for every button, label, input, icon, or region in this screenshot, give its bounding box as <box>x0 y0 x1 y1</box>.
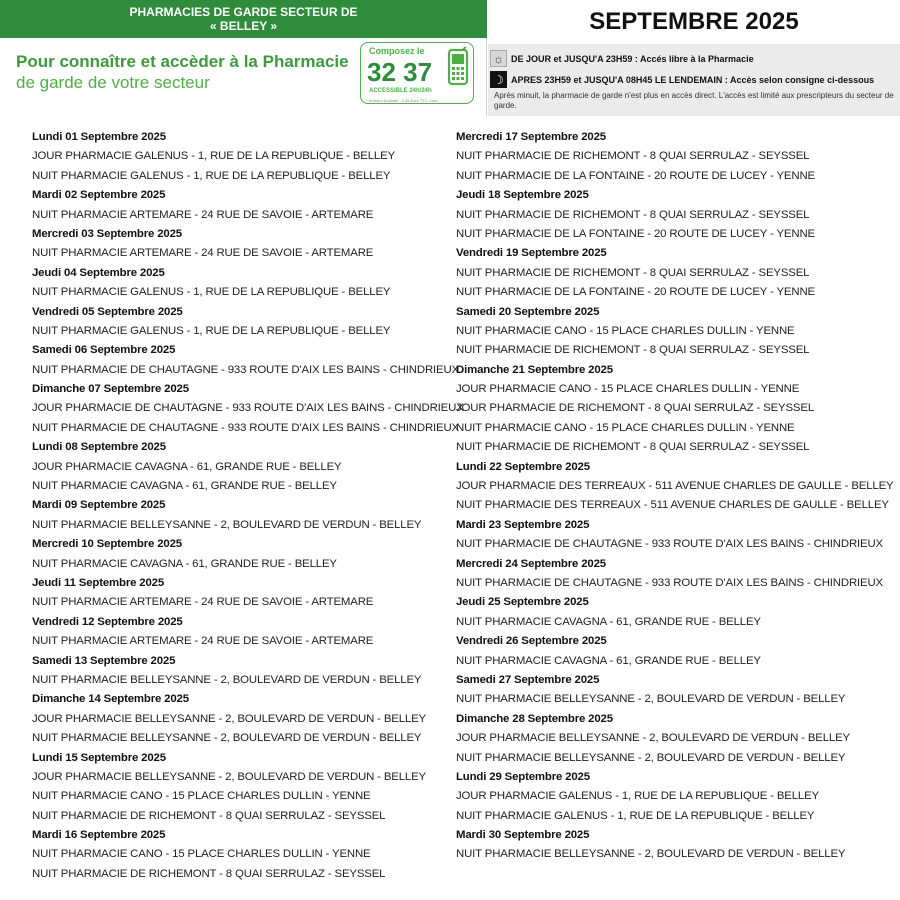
mobile-phone-icon <box>445 47 471 87</box>
pharmacy-entry: NUIT PHARMACIE GALENUS - 1, RUE DE LA REPUBLIQUE - BELLEY <box>32 169 391 182</box>
legend-note: Après minuit, la pharmacie de garde n'est plus en accès direct. L'accès est limité aux prescripteurs du secteur de garde. <box>494 91 894 110</box>
day-heading: Lundi 01 Septembre 2025 <box>32 131 166 143</box>
pharmacy-entry: NUIT PHARMACIE BELLEYSANNE - 2, BOULEVARD DE VERDUN - BELLEY <box>32 673 422 686</box>
phone-number-box <box>360 42 474 104</box>
day-heading: Dimanche 07 Septembre 2025 <box>32 383 189 396</box>
day-heading: Lundi 29 Septembre 2025 <box>456 770 590 783</box>
legend-night-text: APRES 23H59 et JUSQU'A 08H45 LE LENDEMAIN : Accès selon consigne ci-dessous <box>511 74 875 85</box>
month-title: SEPTEMBRE 2025 <box>488 0 900 44</box>
pharmacy-entry: NUIT PHARMACIE DE RICHEMONT - 8 QUAI SERRULAZ - SEYSSEL <box>456 266 810 279</box>
day-heading: Jeudi 04 Septembre 2025 <box>32 266 165 279</box>
pharmacy-entry: NUIT PHARMACIE DE RICHEMONT - 8 QUAI SERRULAZ - SEYSSEL <box>32 867 386 880</box>
pharmacy-entry: JOUR PHARMACIE CANO - 15 PLACE CHARLES DULLIN - YENNE <box>456 383 800 396</box>
pharmacy-entry: JOUR PHARMACIE DE CHAUTAGNE - 933 ROUTE D'AIX LES BAINS - CHINDRIEUX <box>32 402 464 415</box>
pharmacy-entry: JOUR PHARMACIE DES TERREAUX - 511 AVENUE CHARLES DE GAULLE - BELLEY <box>456 480 894 493</box>
pharmacy-entry: NUIT PHARMACIE CAVAGNA - 61, GRANDE RUE - BELLEY <box>32 557 337 570</box>
day-heading: Jeudi 11 Septembre 2025 <box>32 576 165 589</box>
day-heading: Dimanche 28 Septembre 2025 <box>456 712 613 725</box>
pharmacy-entry: NUIT PHARMACIE DE RICHEMONT - 8 QUAI SERRULAZ - SEYSSEL <box>456 344 810 357</box>
pharmacy-entry: NUIT PHARMACIE BELLEYSANNE - 2, BOULEVARD DE VERDUN - BELLEY <box>32 518 422 531</box>
pharmacy-entry: JOUR PHARMACIE BELLEYSANNE - 2, BOULEVARD DE VERDUN - BELLEY <box>32 770 426 783</box>
pharmacy-entry: NUIT PHARMACIE GALENUS - 1, RUE DE LA REPUBLIQUE - BELLEY <box>32 324 391 337</box>
day-heading: Vendredi 26 Septembre 2025 <box>456 635 607 648</box>
day-heading: Lundi 15 Septembre 2025 <box>32 751 166 764</box>
day-heading: Dimanche 14 Septembre 2025 <box>32 693 189 706</box>
pharmacy-entry: NUIT PHARMACIE BELLEYSANNE - 2, BOULEVARD DE VERDUN - BELLEY <box>456 848 846 861</box>
day-heading: Samedi 06 Septembre 2025 <box>32 344 176 357</box>
pharmacy-entry: NUIT PHARMACIE DE LA FONTAINE - 20 ROUTE DE LUCEY - YENNE <box>456 169 815 182</box>
pharmacy-entry: NUIT PHARMACIE DES TERREAUX - 511 AVENUE CHARLES DE GAULLE - BELLEY <box>456 499 889 512</box>
day-heading: Vendredi 12 Septembre 2025 <box>32 615 183 628</box>
schedule-column-right <box>456 128 896 865</box>
day-heading: Mercredi 24 Septembre 2025 <box>456 557 606 570</box>
day-heading: Samedi 20 Septembre 2025 <box>456 305 600 318</box>
pharmacy-entry: NUIT PHARMACIE ARTEMARE - 24 RUE DE SAVOIE - ARTEMARE <box>32 247 374 260</box>
day-heading: Vendredi 19 Septembre 2025 <box>456 247 607 260</box>
pharmacy-entry: NUIT PHARMACIE CANO - 15 PLACE CHARLES DULLIN - YENNE <box>456 421 795 434</box>
day-heading: Vendredi 05 Septembre 2025 <box>32 305 183 318</box>
pharmacy-entry: NUIT PHARMACIE GALENUS - 1, RUE DE LA REPUBLIQUE - BELLEY <box>32 286 391 299</box>
pharmacy-entry: NUIT PHARMACIE DE CHAUTAGNE - 933 ROUTE D'AIX LES BAINS - CHINDRIEUX <box>32 363 460 376</box>
pharmacy-entry: NUIT PHARMACIE BELLEYSANNE - 2, BOULEVARD DE VERDUN - BELLEY <box>456 751 846 764</box>
pharmacy-entry: NUIT PHARMACIE CANO - 15 PLACE CHARLES DULLIN - YENNE <box>32 790 371 803</box>
pharmacy-entry: NUIT PHARMACIE BELLEYSANNE - 2, BOULEVARD DE VERDUN - BELLEY <box>32 732 422 745</box>
legend-panel <box>488 44 900 116</box>
pharmacy-entry: NUIT PHARMACIE GALENUS - 1, RUE DE LA REPUBLIQUE - BELLEY <box>456 809 815 822</box>
day-heading: Lundi 08 Septembre 2025 <box>32 441 166 454</box>
phone-compose-label: Composez le <box>369 46 425 56</box>
info-panel <box>0 38 487 116</box>
day-heading: Dimanche 21 Septembre 2025 <box>456 363 613 376</box>
day-heading: Mardi 23 Septembre 2025 <box>456 518 590 531</box>
moon-icon: ☽ <box>490 71 507 88</box>
pharmacy-entry: NUIT PHARMACIE DE LA FONTAINE - 20 ROUTE DE LUCEY - YENNE <box>456 227 815 240</box>
phone-number: 32 37 <box>367 57 433 87</box>
pharmacy-entry: NUIT PHARMACIE DE RICHEMONT - 8 QUAI SERRULAZ - SEYSSEL <box>456 208 810 221</box>
pharmacy-entry: JOUR PHARMACIE DE RICHEMONT - 8 QUAI SERRULAZ - SEYSSEL <box>456 402 815 415</box>
legend-day-row <box>490 50 754 67</box>
sector-banner <box>0 0 487 38</box>
info-heading: Pour connaître et accèder à la Pharmacie <box>16 52 349 71</box>
schedule-column-left <box>32 128 464 884</box>
day-heading: Jeudi 25 Septembre 2025 <box>456 596 589 609</box>
pharmacy-entry: NUIT PHARMACIE CANO - 15 PLACE CHARLES DULLIN - YENNE <box>32 848 371 861</box>
pharmacy-entry: NUIT PHARMACIE DE CHAUTAGNE - 933 ROUTE D'AIX LES BAINS - CHINDRIEUX <box>456 538 884 551</box>
pharmacy-entry: NUIT PHARMACIE CAVAGNA - 61, GRANDE RUE - BELLEY <box>456 654 761 667</box>
day-heading: Mercredi 10 Septembre 2025 <box>32 538 182 551</box>
pharmacy-entry: NUIT PHARMACIE BELLEYSANNE - 2, BOULEVARD DE VERDUN - BELLEY <box>456 693 846 706</box>
day-heading: Mardi 02 Septembre 2025 <box>32 189 166 202</box>
pharmacy-entry: JOUR PHARMACIE BELLEYSANNE - 2, BOULEVARD DE VERDUN - BELLEY <box>32 712 426 725</box>
pharmacy-entry: NUIT PHARMACIE DE CHAUTAGNE - 933 ROUTE D'AIX LES BAINS - CHINDRIEUX <box>32 421 460 434</box>
day-heading: Lundi 22 Septembre 2025 <box>456 460 590 473</box>
legend-night-row <box>490 71 874 88</box>
sun-icon: ☼ <box>490 50 507 67</box>
pharmacy-entry: NUIT PHARMACIE DE RICHEMONT - 8 QUAI SERRULAZ - SEYSSEL <box>456 441 810 454</box>
day-heading: Mardi 30 Septembre 2025 <box>456 829 590 842</box>
phone-footnote: * Numéro Audiotel : 0,35 Euro TTC / min <box>366 98 438 103</box>
info-subheading: de garde de votre secteur <box>16 73 210 92</box>
pharmacy-entry: NUIT PHARMACIE DE LA FONTAINE - 20 ROUTE DE LUCEY - YENNE <box>456 286 815 299</box>
day-heading: Mercredi 03 Septembre 2025 <box>32 227 182 240</box>
day-heading: Mardi 16 Septembre 2025 <box>32 829 166 842</box>
day-heading: Mercredi 17 Septembre 2025 <box>456 131 606 143</box>
pharmacy-entry: JOUR PHARMACIE GALENUS - 1, RUE DE LA REPUBLIQUE - BELLEY <box>32 150 396 163</box>
legend-day-text: DE JOUR et JUSQU'A 23H59 : Accés libre à la Pharmacie <box>511 53 754 64</box>
pharmacy-entry: NUIT PHARMACIE ARTEMARE - 24 RUE DE SAVOIE - ARTEMARE <box>32 208 374 221</box>
pharmacy-entry: NUIT PHARMACIE CAVAGNA - 61, GRANDE RUE - BELLEY <box>32 480 337 493</box>
pharmacy-entry: NUIT PHARMACIE ARTEMARE - 24 RUE DE SAVOIE - ARTEMARE <box>32 635 374 648</box>
pharmacy-entry: NUIT PHARMACIE DE RICHEMONT - 8 QUAI SERRULAZ - SEYSSEL <box>32 809 386 822</box>
header <box>0 0 900 116</box>
pharmacy-entry: NUIT PHARMACIE ARTEMARE - 24 RUE DE SAVOIE - ARTEMARE <box>32 596 374 609</box>
day-heading: Samedi 27 Septembre 2025 <box>456 673 600 686</box>
pharmacy-entry: JOUR PHARMACIE BELLEYSANNE - 2, BOULEVARD DE VERDUN - BELLEY <box>456 732 850 745</box>
pharmacy-entry: NUIT PHARMACIE CANO - 15 PLACE CHARLES DULLIN - YENNE <box>456 324 795 337</box>
pharmacy-entry: NUIT PHARMACIE CAVAGNA - 61, GRANDE RUE - BELLEY <box>456 615 761 628</box>
phone-availability: ACCESSIBLE 24h/24h <box>369 88 432 94</box>
pharmacy-entry: NUIT PHARMACIE DE RICHEMONT - 8 QUAI SERRULAZ - SEYSSEL <box>456 150 810 163</box>
day-heading: Jeudi 18 Septembre 2025 <box>456 189 589 202</box>
pharmacy-entry: JOUR PHARMACIE CAVAGNA - 61, GRANDE RUE - BELLEY <box>32 460 342 473</box>
day-heading: Samedi 13 Septembre 2025 <box>32 654 176 667</box>
pharmacy-entry: NUIT PHARMACIE DE CHAUTAGNE - 933 ROUTE D'AIX LES BAINS - CHINDRIEUX <box>456 576 884 589</box>
sector-banner-title: PHARMACIES DE GARDE SECTEUR DE <box>129 5 358 19</box>
day-heading: Mardi 09 Septembre 2025 <box>32 499 166 512</box>
pharmacy-entry: JOUR PHARMACIE GALENUS - 1, RUE DE LA REPUBLIQUE - BELLEY <box>456 790 820 803</box>
sector-banner-sector: « BELLEY » <box>209 19 278 33</box>
